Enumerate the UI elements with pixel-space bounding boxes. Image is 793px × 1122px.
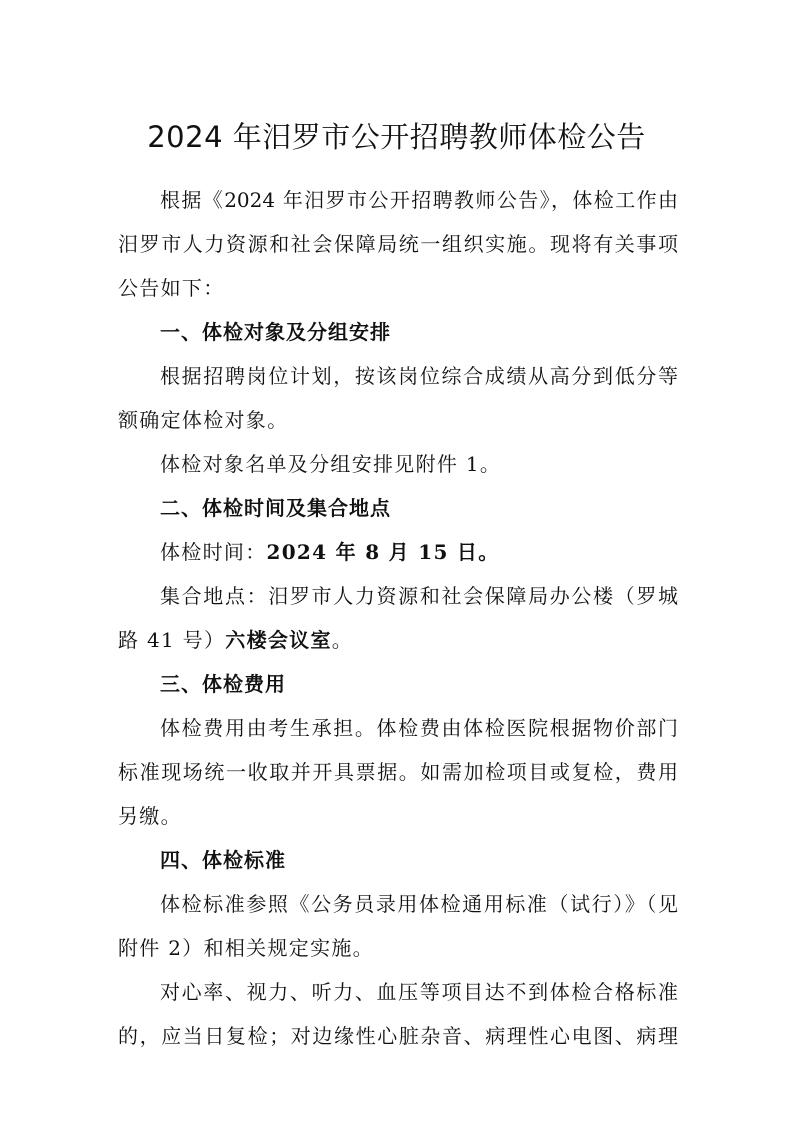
paragraph-line: 额确定体检对象。 bbox=[118, 408, 289, 432]
document-title: 2024 年汨罗市公开招聘教师体检公告 bbox=[147, 120, 646, 154]
paragraph-line: 附件 2）和相关规定实施。 bbox=[118, 936, 374, 960]
paragraph-line: 另缴。 bbox=[118, 804, 182, 828]
exam-time-label: 体检时间： bbox=[160, 540, 267, 564]
section-heading-3: 三、体检费用 bbox=[160, 672, 286, 696]
section-heading-1: 一、体检对象及分组安排 bbox=[160, 320, 391, 344]
section-heading-2: 二、体检时间及集合地点 bbox=[160, 496, 391, 520]
paragraph-line: 体检对象名单及分组安排见附件 1。 bbox=[160, 452, 502, 476]
paragraph-line: 根据招聘岗位计划，按该岗位综合成绩从高分到低分等 bbox=[160, 364, 678, 388]
paragraph-line: 集合地点：汨罗市人力资源和社会保障局办公楼（罗城 bbox=[160, 584, 678, 608]
assembly-period: 。 bbox=[331, 628, 354, 652]
exam-time-line bbox=[118, 537, 720, 567]
assembly-place-line bbox=[118, 625, 678, 655]
paragraph-line: 标准现场统一收取并开具票据。如需加检项目或复检，费用 bbox=[118, 760, 678, 784]
paragraph-line: 根据《2024 年汨罗市公开招聘教师公告》，体检工作由 bbox=[160, 188, 678, 212]
assembly-room: 六楼会议室 bbox=[225, 628, 332, 652]
paragraph-line: 汨罗市人力资源和社会保障局统一组织实施。现将有关事项 bbox=[118, 232, 678, 256]
paragraph-line: 公告如下： bbox=[118, 276, 225, 300]
assembly-address: 路 41 号） bbox=[118, 628, 226, 652]
paragraph-line: 对心率、视力、听力、血压等项目达不到体检合格标准 bbox=[160, 980, 678, 1004]
paragraph-line: 的，应当日复检；对边缘性心脏杂音、病理性心电图、病理 bbox=[118, 1024, 678, 1048]
paragraph-line: 体检标准参照《公务员录用体检通用标准（试行）》（见 bbox=[160, 892, 678, 916]
exam-date: 2024 年 8 月 15 日。 bbox=[266, 540, 500, 564]
paragraph-line: 体检费用由考生承担。体检费由体检医院根据物价部门 bbox=[160, 716, 678, 740]
section-heading-4: 四、体检标准 bbox=[160, 848, 286, 872]
